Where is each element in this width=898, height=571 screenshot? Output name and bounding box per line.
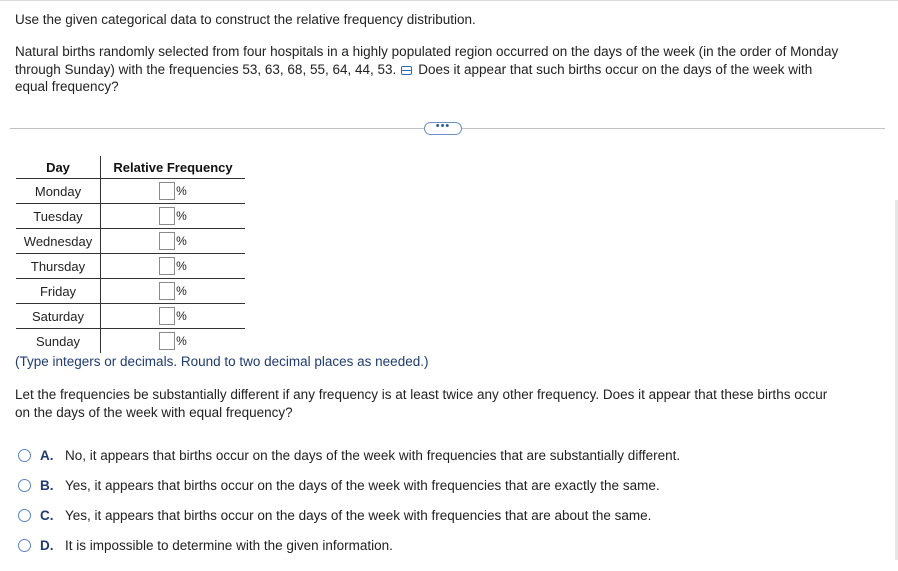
top-border — [0, 0, 898, 1]
expand-more-button[interactable]: ••• — [424, 122, 462, 135]
option-d-letter: D. — [40, 538, 54, 553]
answer-input[interactable] — [159, 232, 175, 250]
percent-sign: % — [176, 334, 187, 348]
answer-input[interactable] — [159, 282, 175, 300]
problem-line-2 — [15, 61, 885, 79]
table-row — [16, 279, 245, 304]
rounding-hint: (Type integers or decimals. Round to two decimal places as needed.) — [15, 354, 429, 369]
option-a-letter: A. — [40, 448, 54, 463]
relative-frequency-cell — [101, 204, 246, 229]
answer-input[interactable] — [159, 257, 175, 275]
option-d[interactable] — [18, 538, 393, 553]
problem-line-1: Natural births randomly selected from four hospitals in a highly populated region occurred on the days of the week (in the order of Monday — [15, 44, 839, 59]
day-cell: Saturday — [16, 304, 101, 329]
percent-sign: % — [176, 284, 187, 298]
question-line-1: Let the frequencies be substantially different if any frequency is at least twice any other frequency. Does it appear that these births occur — [15, 387, 828, 402]
option-a[interactable] — [18, 448, 680, 463]
relative-frequency-cell — [101, 304, 246, 329]
option-c-letter: C. — [40, 508, 54, 523]
option-c-text: Yes, it appears that births occur on the days of the week with frequencies that are about the same. — [65, 508, 652, 523]
problem-statement — [15, 43, 885, 96]
answer-input[interactable] — [159, 332, 175, 350]
option-b-radio[interactable] — [18, 479, 31, 492]
option-c-radio[interactable] — [18, 509, 31, 522]
answer-wrapper — [101, 332, 245, 350]
relative-frequency-table — [16, 156, 245, 353]
question-text — [15, 386, 885, 421]
option-d-radio[interactable] — [18, 539, 31, 552]
day-cell: Tuesday — [16, 204, 101, 229]
relative-frequency-cell — [101, 279, 246, 304]
answer-wrapper — [101, 282, 245, 300]
option-b-letter: B. — [40, 478, 54, 493]
answer-input[interactable] — [159, 307, 175, 325]
relative-frequency-cell — [101, 329, 246, 354]
option-b-text: Yes, it appears that births occur on the days of the week with frequencies that are exactly the same. — [65, 478, 660, 493]
instruction-text: Use the given categorical data to construct the relative frequency distribution. — [15, 12, 476, 27]
option-b[interactable] — [18, 478, 660, 493]
relative-frequency-cell — [101, 254, 246, 279]
table-header-row — [16, 156, 245, 179]
option-a-text: No, it appears that births occur on the days of the week with frequencies that are substantially different. — [65, 448, 681, 463]
answer-wrapper — [101, 232, 245, 250]
question-line-2: on the days of the week with equal frequency? — [15, 404, 293, 420]
table-row — [16, 229, 245, 254]
problem-line-2b: Does it appear that such births occur on the days of the week with — [418, 61, 813, 77]
answer-input[interactable] — [159, 207, 175, 225]
problem-line-2a: through Sunday) with the frequencies 53, 63, 68, 55, 64, 44, 53. — [15, 61, 397, 77]
relative-frequency-column-header: Relative Frequency — [101, 156, 246, 179]
problem-line-3: equal frequency? — [15, 79, 119, 94]
percent-sign: % — [176, 309, 187, 323]
table-row — [16, 204, 245, 229]
table-row — [16, 179, 245, 204]
percent-sign: % — [176, 184, 187, 198]
option-d-text: It is impossible to determine with the given information. — [65, 538, 393, 553]
relative-frequency-cell — [101, 229, 246, 254]
relative-frequency-cell — [101, 179, 246, 204]
day-column-header: Day — [16, 156, 101, 179]
answer-wrapper — [101, 307, 245, 325]
option-c[interactable] — [18, 508, 651, 523]
percent-sign: % — [176, 234, 187, 248]
answer-input[interactable] — [159, 182, 175, 200]
day-cell: Friday — [16, 279, 101, 304]
table-row — [16, 329, 245, 354]
table-row — [16, 304, 245, 329]
day-cell: Thursday — [16, 254, 101, 279]
table-row — [16, 254, 245, 279]
day-cell: Monday — [16, 179, 101, 204]
answer-wrapper — [101, 182, 245, 200]
answer-wrapper — [101, 257, 245, 275]
day-cell: Sunday — [16, 329, 101, 354]
data-table-icon[interactable] — [401, 66, 412, 75]
percent-sign: % — [176, 209, 187, 223]
day-cell: Wednesday — [16, 229, 101, 254]
percent-sign: % — [176, 259, 187, 273]
option-a-radio[interactable] — [18, 449, 31, 462]
answer-wrapper — [101, 207, 245, 225]
